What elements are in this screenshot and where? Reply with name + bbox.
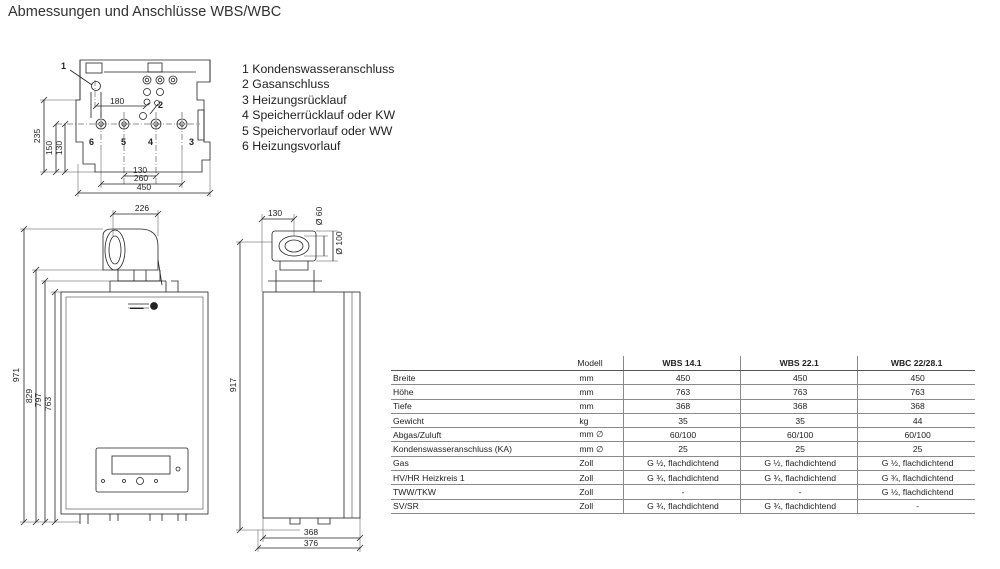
row-value: G ¾, flachdichtend (741, 499, 858, 513)
legend-item-3: 3 Heizungsrücklauf (242, 92, 347, 107)
dim-917: 917 (228, 377, 238, 393)
row-label: Gewicht (391, 413, 577, 427)
page-title: Abmessungen und Anschlüsse WBS/WBC (8, 4, 282, 20)
dim-235: 235 (32, 128, 42, 144)
dim-368: 368 (303, 527, 319, 537)
row-value: - (623, 485, 740, 499)
brand-logo: ▬▬▬ (130, 305, 144, 310)
row-value: 25 (858, 442, 975, 456)
header-model-label: Modell (577, 356, 623, 371)
callout-2: 2 (158, 100, 164, 110)
table-row (391, 371, 975, 385)
table-row (391, 499, 975, 513)
dim-130-horizontal: 130 (132, 165, 148, 175)
dim-829: 829 (24, 388, 34, 404)
row-value: G ¾, flachdichtend (623, 499, 740, 513)
row-unit: Zoll (577, 471, 623, 485)
header-model-1: WBS 14.1 (623, 356, 740, 371)
dim-diameter-60: Ø 60 (314, 206, 324, 226)
dim-450: 450 (136, 182, 152, 192)
legend-item-5: 5 Speichervorlauf oder WW (242, 123, 393, 138)
row-unit: Zoll (577, 485, 623, 499)
row-value: 450 (858, 371, 975, 385)
row-value: 450 (623, 371, 740, 385)
row-value: 368 (741, 399, 858, 413)
row-value: 60/100 (741, 428, 858, 442)
row-label: HV/HR Heizkreis 1 (391, 471, 577, 485)
row-unit: mm (577, 385, 623, 399)
callout-3: 3 (189, 137, 195, 147)
front-view (20, 210, 208, 524)
row-value: 35 (623, 413, 740, 427)
dim-763: 763 (43, 396, 53, 412)
row-value: 368 (623, 399, 740, 413)
row-value: - (858, 499, 975, 513)
callout-6: 6 (89, 137, 95, 147)
row-label: TWW/TKW (391, 485, 577, 499)
row-value: 368 (858, 399, 975, 413)
legend-item-2: 2 Gasanschluss (242, 77, 330, 92)
legend-item-1: 1 Kondenswasseranschluss (242, 62, 395, 76)
spec-table-header (391, 356, 975, 371)
row-value: 25 (623, 442, 740, 456)
connection-legend (242, 62, 395, 154)
row-value: 25 (741, 442, 858, 456)
top-view (40, 60, 210, 197)
row-value: G ¾, flachdichtend (858, 471, 975, 485)
row-unit: mm ∅ (577, 428, 623, 442)
callout-1: 1 (61, 61, 67, 71)
table-row (391, 385, 975, 399)
row-label: Breite (391, 371, 577, 385)
row-value: 60/100 (623, 428, 740, 442)
row-unit: Zoll (577, 499, 623, 513)
row-unit: kg (577, 413, 623, 427)
table-row (391, 413, 975, 427)
callout-5: 5 (121, 137, 127, 147)
row-value: G ½, flachdichtend (623, 456, 740, 470)
dim-130-vertical: 130 (54, 140, 64, 156)
row-label: Gas (391, 456, 577, 470)
dim-971: 971 (11, 367, 21, 383)
row-value: G ½, flachdichtend (741, 456, 858, 470)
row-value: G ¾, flachdichtend (741, 471, 858, 485)
row-value: G ½, flachdichtend (858, 456, 975, 470)
row-unit: mm (577, 371, 623, 385)
row-unit: Zoll (577, 456, 623, 470)
row-value: 35 (741, 413, 858, 427)
callout-4: 4 (148, 137, 154, 147)
row-label: Abgas/Zuluft (391, 428, 577, 442)
table-row (391, 399, 975, 413)
row-label: Höhe (391, 385, 577, 399)
dim-130-flue: 130 (267, 208, 283, 218)
table-row (391, 456, 975, 470)
row-label: SV/SR (391, 499, 577, 513)
row-value: 60/100 (858, 428, 975, 442)
legend-item-6: 6 Heizungsvorlauf (242, 139, 341, 154)
row-value: G ½, flachdichtend (858, 485, 975, 499)
table-row (391, 442, 975, 456)
header-model-2: WBS 22.1 (741, 356, 858, 371)
row-value: 763 (741, 385, 858, 399)
dim-260: 260 (133, 173, 149, 183)
dim-180: 180 (110, 96, 125, 106)
dim-376: 376 (303, 538, 319, 548)
row-value: 44 (858, 413, 975, 427)
row-label: Tiefe (391, 399, 577, 413)
side-view (236, 214, 360, 552)
row-label: Kondenswasseranschluss (KA) (391, 442, 577, 456)
row-value: G ¾, flachdichtend (623, 471, 740, 485)
row-value: 763 (623, 385, 740, 399)
dim-150: 150 (44, 140, 54, 156)
row-value: - (741, 485, 858, 499)
spec-table (391, 356, 975, 514)
table-row (391, 485, 975, 499)
dim-diameter-100: Ø 100 (334, 231, 344, 255)
dim-797: 797 (33, 392, 43, 408)
table-row (391, 428, 975, 442)
legend-item-4: 4 Speicherrücklauf oder KW (242, 108, 396, 123)
header-model-3: WBC 22/28.1 (858, 356, 975, 371)
table-row (391, 471, 975, 485)
row-unit: mm ∅ (577, 442, 623, 456)
row-value: 450 (741, 371, 858, 385)
dim-226: 226 (134, 203, 150, 213)
row-unit: mm (577, 399, 623, 413)
row-value: 763 (858, 385, 975, 399)
